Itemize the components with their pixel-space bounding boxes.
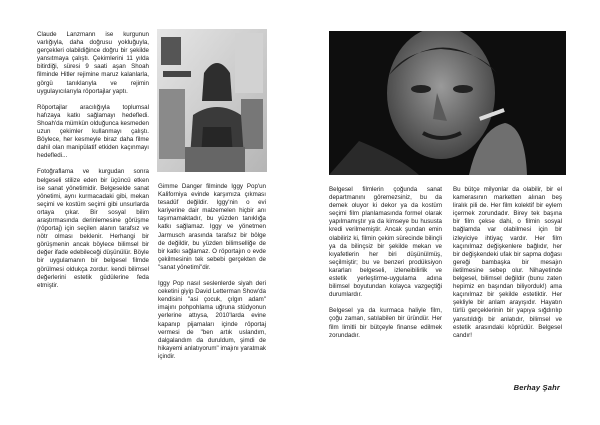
paragraph: Iggy Pop nasıl seslenlerde siyah deri ceketini giyip David Letterman Show'da kendisini "asi çocuk, çılgın adam" imajını pohpohlama uğruna stüdyonun yerlerine attıysa, 2010'larda evine kapanıp pijamaları içinde röportaj vermesi de "ben artık uslandım, dalgalandım da duruldum, şimdi de hikayemi anlatıyorum" imajını yaratmak içindir.: [158, 280, 266, 360]
paragraph: Claude Lanzmann ise kurgunun varlığıyla, daha doğrusu yokluğuyla, gerçekleri olabildiğince doğru bir şekilde yansıtmaya çalıştı. Çekimlerini 11 yılda bitirdiği, süresi 9 saati aşan Shoah filminde Hitler rejimine maruz kalanlarla, görgü tanıklarıyla ve rejimin uygulayıcılarıyla röportajlar yaptı.: [37, 31, 149, 95]
text-column-4: [453, 186, 562, 348]
photo-man-with-cigarette: [329, 31, 566, 175]
paragraph: Belgesel filmlerin çoğunda sanat departmanını göremezsiniz, bu da demek oluyor ki dekor ya da kostüm seçimi film planlamasında formel olarak yapılmamıştır ya da kimseye bu hususta kredi verilmemiştir. Ancak şundan emin olabiliriz ki, filmin çekim sürecinde bilinçli ya da bilinçsiz bir şekilde mekan ve kıyafetlerin her biri düşünülmüş, seçilmiştir; bu ve benzeri prodüksiyon kararları belgeseli, izleneibilirlik ve estetik yerleştirme-uygulama adına bilimsel boyutundan kolayca vazgeçtiği durumlardır.: [329, 186, 442, 299]
text-column-2: [158, 183, 266, 369]
paragraph: Belgesel ya da kurmaca haliyle film, çoğu zaman, satılabilen bir üründür. Her film limitli bir bütçeyle finanse edilmek zorundadır.: [329, 307, 442, 339]
paragraph: Fotoğraflama ve kurgudan sonra belgeseli stilize eden bir üçüncü etken ise sanat yönetimidir. Belgeselde sanat yönetimi, aynı kurmacadaki gibi, mekan seçimi ve kostüm seçimi gibi unsurlarda ortaya çıkar. Bir sosyal bilim araştırmasında derinlemesine görüşme (röportaj) için seçilen alanın tarafsız ve nötr olması beklenir. Herhangi bir görüşmenin ancak böylece bilimsel bir değer ifade edebileceği düşünülür. Böyle bir uygulamanın bir belgesel filmde görülmesi oldukça zordur. kendi bilimsel değerlerini estetik güdülerine feda etmiştir.: [37, 168, 149, 289]
text-column-3: [329, 186, 442, 348]
paragraph: Gimme Danger filminde Iggy Pop'un Kaliforniya evinde karşımıza çıkması tesadüf değildir. Iggy'nin o evi kariyerine dair malzemelen hiçbir anı taşımamaktadır, bu yüzden tanıklığa katkı sağlamaz. Iggy ve yönetmen Jarmusch arasında tarafsız bir bölge de değildir, bu yüzden bilimselliğe de bir katkı sağlamaz. O röportajın o evde çekilmesinin tek sebebi gerçekten de "sanat yönetimi"dir.: [158, 183, 266, 271]
paragraph: Röportajlar aracılığıyla toplumsal hafızaya katkı sağlamayı hedefledi. Shoah'da mümkün olduğunca kesmeden uzun çekimler kullanmayı çalıştı. Böylece, her kesmeyle biraz daha filme dahil olan manipülatif etkiden kaçınmayı hedefledi...: [37, 103, 149, 160]
text-column-1: [37, 31, 149, 298]
paragraph: Bu bütçe milyonlar da olabilir, bir el kamerasının marketten alınan beş liralık pili de. Her film kolektif bir eylem içermek zorundadır. Birey tek başına bir film çekse dahi, o filmin sosyal bağlamda var olabilmesi için bir izleyiciye ihtiyaç vardır. Her film kaçınılmaz değişkenlere bağlıdır, her bir değişkendeki ufak bir sapma doğası gereği bambaşka bir mesajın iletilmesine sebep olur. Nihayetinde belgesel, bilimsel değildir (bunu zaten hepimiz en başından biliyorduk!) ama kaçınılmaz bir şekilde estetiktir. Her şekliyle bir anlam arayışıdır. Hayatın türlü gerçeklerinin bir yapıya sığdırılıp yansıtıldığı bir anlatıdır, bilimsel ve estetik arasındaki köprüdür. Belgesel candır!: [453, 186, 562, 339]
author-signature: Berhay Şahr: [513, 383, 560, 392]
photo-man-in-room: [157, 29, 267, 172]
